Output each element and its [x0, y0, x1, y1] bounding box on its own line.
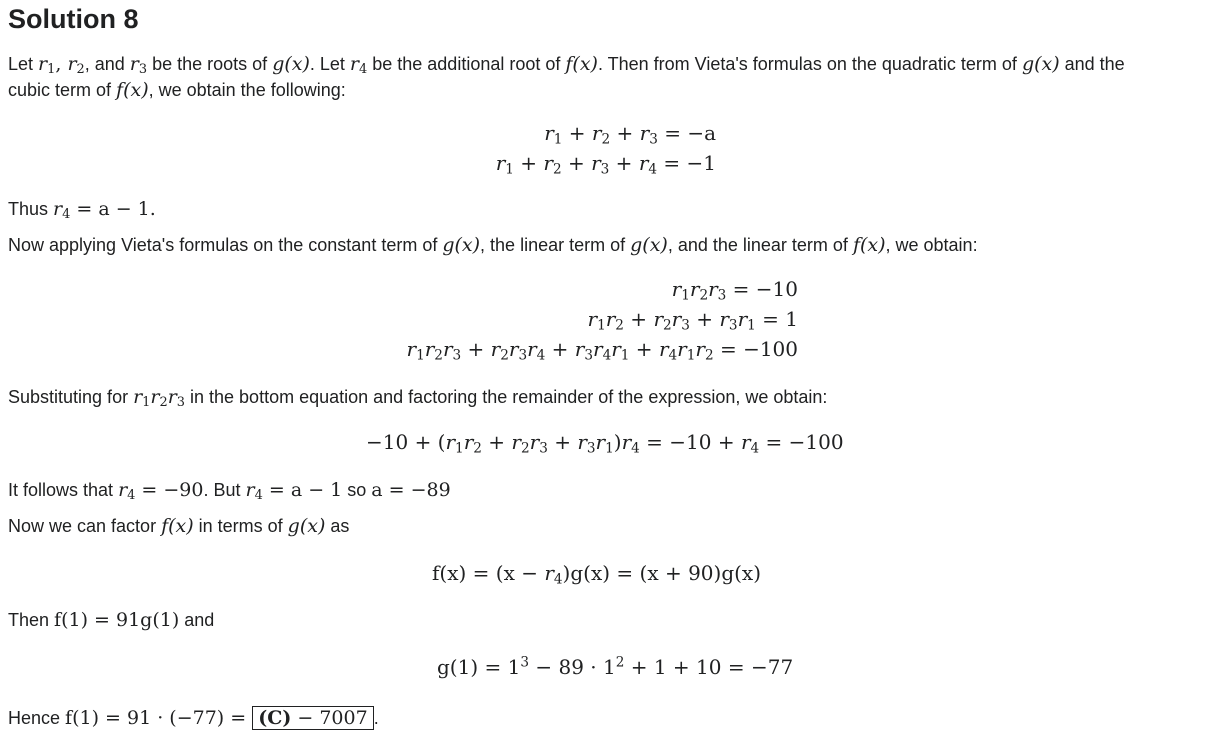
- equation-triple-sum: $r_1r_2r_3 + r_2r_3r_4 + r_3r_4r_1 + r_4r_1r_2 = -100$: [406, 337, 798, 364]
- factor-equation: $f(x) = (x - r_4)g(x) = (x + 90)g(x)$: [432, 561, 762, 588]
- equation-sum-four: $r_1 + r_2 + r_3 + r_4 = -1$: [495, 151, 716, 178]
- then-line: Then f(1) = 91g(1) and: [8, 609, 215, 631]
- page-title: Solution 8: [8, 4, 139, 34]
- answer-box: (C) − 7007: [252, 706, 373, 730]
- follows-line: It follows that $r_4 = -90$. But $r_4 = a - 1$ so a = −89: [8, 479, 451, 504]
- thus-line: Thus $r_4 = a - 1$.: [8, 198, 156, 223]
- vieta-paragraph: Now applying Vieta's formulas on the constant term of g(x), the linear term of g(x), and the linear term of f(x), we obtain:: [8, 234, 978, 256]
- intro-paragraph-line1: Let $r_1$, $r_2$, and $r_3$ be the roots of g(x). Let $r_4$ be the additional root of f(x). Then from Vieta's formulas on the quadratic term of g(x) and the: [8, 53, 1125, 78]
- vieta-sum-equations: [496, 118, 716, 178]
- substitution-equation: $-10 + (r_1r_2 + r_2r_3 + r_3r_1)r_4 = -10 + r_4 = -100$: [366, 430, 844, 457]
- final-answer-line: Hence f(1) = 91 · (−77) = (C) − 7007 .: [8, 707, 379, 729]
- equation-pair-sum: $r_1r_2 + r_2r_3 + r_3r_1 = 1$: [587, 307, 798, 334]
- substitution-paragraph: Substituting for $r_1r_2r_3$ in the bottom equation and factoring the remainder of the expression, we obtain:: [8, 386, 828, 411]
- vieta-product-equations: [407, 274, 798, 364]
- intro-paragraph-line2: cubic term of f(x), we obtain the following:: [8, 79, 346, 101]
- factor-line: Now we can factor f(x) in terms of g(x) as: [8, 515, 350, 537]
- equation-product: $r_1r_2r_3 = -10$: [671, 277, 798, 304]
- g-of-one-equation: $g(1) = 1^3 - 89 \cdot 1^2 + 1 + 10 = -77$: [437, 654, 794, 679]
- equation-sum-three: $r_1 + r_2 + r_3 = -a$: [544, 121, 716, 148]
